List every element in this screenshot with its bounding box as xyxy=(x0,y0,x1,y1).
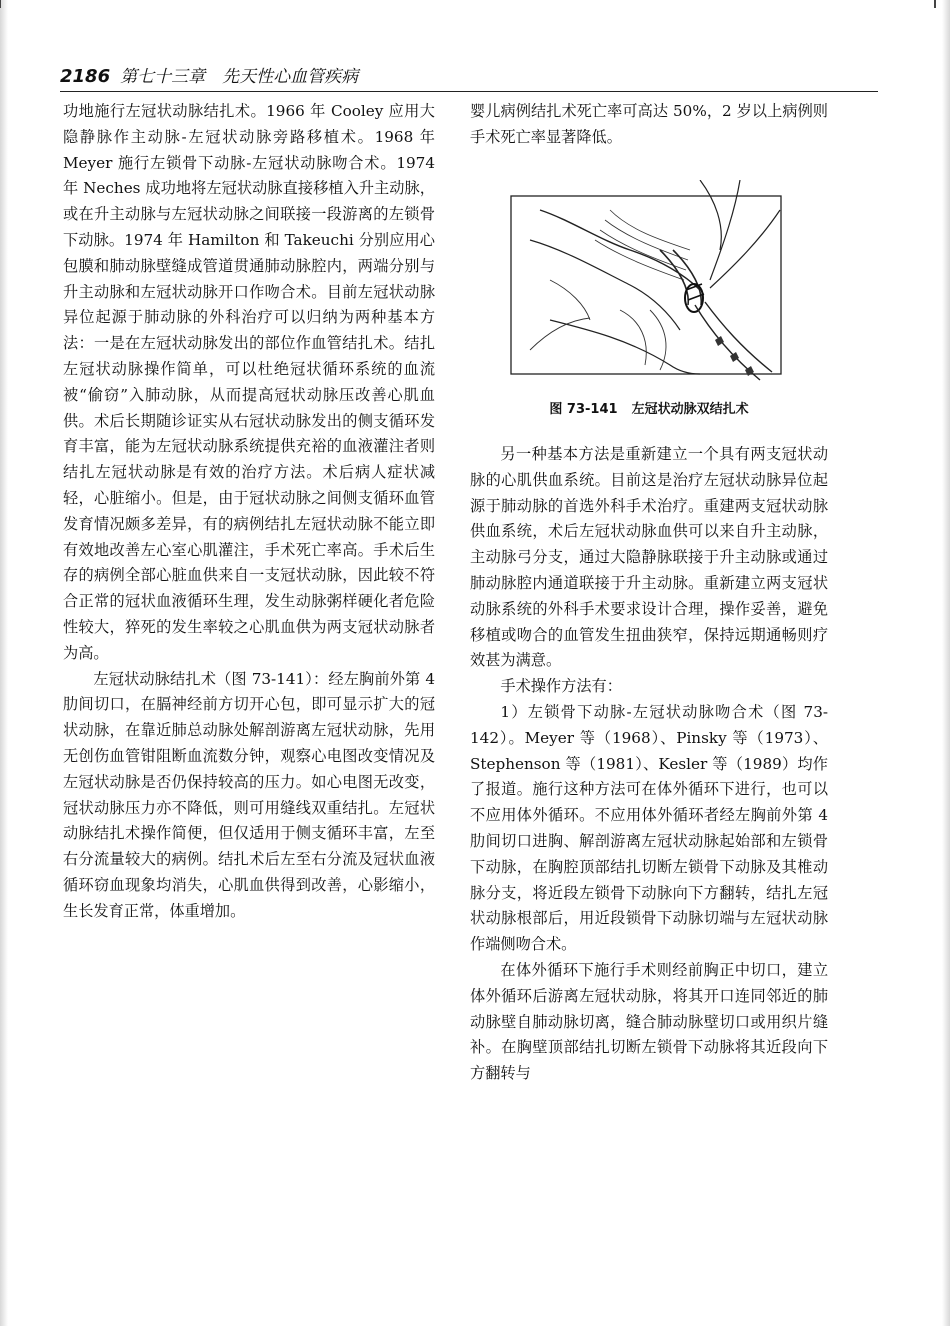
right-column-bottom xyxy=(470,442,828,1087)
figure-number: 图 73-141 xyxy=(549,402,618,417)
figure-illustration xyxy=(510,180,800,390)
scan-shadow-left xyxy=(0,0,8,1326)
figure-caption xyxy=(470,398,828,422)
scan-top-marks xyxy=(0,0,950,10)
paragraph: 功地施行左冠状动脉结扎术。1966 年 Cooley 应用大隐静脉作主动脉-左冠状动脉旁路移植术。1968 年 Meyer 施行左锁骨下动脉-左冠状动脉吻合术。1974 年 Neches 成功地将左冠状动脉直接移植入升主动脉，或在升主动脉与左冠状动脉之间联接一段游离的左锁骨下动脉。1974 年 Hamilton 和 Takeuchi 分别应用心包膜和肺动脉壁缝成管道贯通肺动脉腔内，两端分别与升主动脉和左冠状动脉开口作吻合术。目前左冠状动脉异位起源于肺动脉的外科治疗可以归纳为两种基本方法：一是在左冠状动脉发出的部位作血管结扎术。结扎左冠状动脉操作简单，可以杜绝冠状循环系统的血流被“偷窃”入肺动脉，从而提高冠状动脉压改善心肌血供。术后长期随诊证实从右冠状动脉发出的侧支循环发育丰富，能为左冠状动脉系统提供充裕的血液灌注者则结扎左冠状动脉是有效的治疗方法。术后病人症状减轻，心脏缩小。但是，由于冠状动脉之间侧支循环血管发育情况颇多差异，有的病例结扎左冠状动脉不能立即有效地改善左心室心肌灌注，手术死亡率高。手术后生存的病例全部心脏血供来自一支冠状动脉，因此较不符合正常的冠状血液循环生理，发生动脉粥样硬化者危险性较大，猝死的发生率较之心肌血供为两支冠状动脉者为高。 xyxy=(63,102,435,662)
paragraph: 手术操作方法有： xyxy=(500,677,622,696)
scan-shadow-right xyxy=(942,0,950,1326)
paragraph: 婴儿病例结扎术死亡率可高达 50%，2 岁以上病例则手术死亡率显著降低。 xyxy=(470,102,828,146)
paragraph: 1）左锁骨下动脉-左冠状动脉吻合术（图 73-142）。Meyer 等（1968）、Pinsky 等（1973）、Stephenson 等（1981）、Kesler 等（1989）均作了报道。施行这种方法可在体外循环下进行，也可以不应用体外循环。不应用体外循环者经左胸前外第 4 肋间切口进胸、解剖游离左冠状动脉起始部和左锁骨下动脉，在胸腔顶部结扎切断左锁骨下动脉及其椎动脉分支，将近段左锁骨下动脉向下方翻转，结扎左冠状动脉根部后，用近段锁骨下动脉切端与左冠状动脉作端侧吻合术。 xyxy=(470,702,828,954)
figure-caption-text: 左冠状动脉双结扎术 xyxy=(631,402,749,417)
left-column xyxy=(63,99,435,925)
running-head xyxy=(60,64,880,90)
paragraph: 左冠状动脉结扎术（图 73-141）：经左胸前外第 4 肋间切口，在膈神经前方切开心包，即可显示扩大的冠状动脉，在靠近肺总动脉处解剖游离左冠状动脉，先用无创伤血管钳阻断血流数分钟，观察心电图改变情况及左冠状动脉是否仍保持较高的压力。如心电图无改变，冠状动脉压力亦不降低，则可用缝线双重结扎。左冠状动脉结扎术操作简便，但仅适用于侧支循环丰富，左至右分流量较大的病例。结扎术后左至右分流及冠状血液循环窃血现象均消失，心肌血供得到改善，心影缩小，生长发育正常，体重增加。 xyxy=(63,669,435,920)
chapter-title: 第七十三章 先天性心血管疾病 xyxy=(120,67,359,87)
paragraph: 另一种基本方法是重新建立一个具有两支冠状动脉的心肌供血系统。目前这是治疗左冠状动脉异位起源于肺动脉的首选外科手术治疗。重建两支冠状动脉供血系统，术后左冠状动脉血供可以来自升主动脉，主动脉弓分支，通过大隐静脉联接于升主动脉或通过肺动脉腔内通道联接于升主动脉。重新建立两支冠状动脉系统的外科手术要求设计合理，操作妥善，避免移植或吻合的血管发生扭曲狭窄，保持远期通畅则疗效甚为满意。 xyxy=(470,445,828,670)
paragraph: 在体外循环下施行手术则经前胸正中切口，建立体外循环后游离左冠状动脉，将其开口连同邻近的肺动脉壁自肺动脉切离，缝合肺动脉壁切口或用织片缝补。在胸壁顶部结扎切断左锁骨下动脉将其近段向下方翻转与 xyxy=(470,960,828,1083)
right-column-top xyxy=(470,99,828,151)
page-number: 2186 xyxy=(60,66,111,87)
header-rule xyxy=(60,91,878,92)
coronary-ligation-drawing xyxy=(510,180,800,390)
